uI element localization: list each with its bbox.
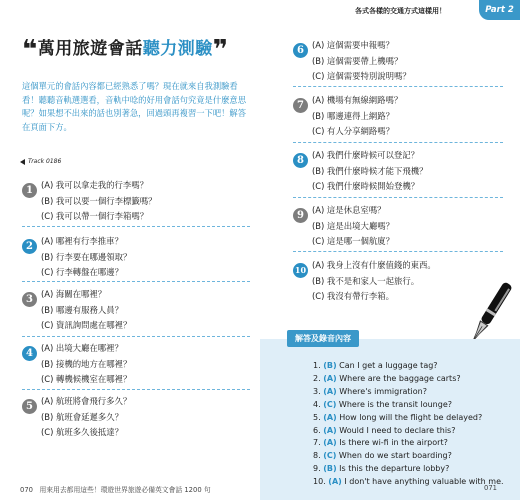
title-main: 萬用旅遊會話: [37, 39, 143, 59]
option-c[interactable]: (C) 我可以帶一個行李箱嗎？: [41, 211, 149, 222]
answer-item: 3. (A) Where's immigration?: [313, 386, 427, 396]
question-number-badge: 2: [22, 239, 37, 254]
option-b[interactable]: (B) 哪邊有服務人員？: [41, 304, 123, 315]
answer-label: 解答及錄音內容: [287, 330, 359, 347]
book-title: 用來用去都用這些！環遊世界旅遊必備英文會話 1200 句: [39, 486, 211, 494]
option-c[interactable]: (C) 資訊詢問處在哪裡？: [41, 320, 132, 331]
option-a[interactable]: (A) 這個需要申報嗎？: [312, 40, 394, 50]
option-c[interactable]: (C) 轉機候機室在哪裡？: [41, 374, 132, 385]
title-highlight: 聽力測驗: [142, 39, 213, 59]
option-c[interactable]: (C) 我沒有帶行李箱。: [312, 291, 395, 302]
question-number-badge: 6: [293, 43, 308, 58]
option-b[interactable]: (B) 哪邊連得上網路？: [312, 110, 394, 121]
close-quote-icon: ❞: [212, 35, 229, 65]
option-c[interactable]: (C) 有人分享網路嗎？: [312, 126, 395, 137]
answer-item: 6. (A) Would I need to declare this?: [313, 425, 456, 435]
option-a[interactable]: (A) 航班將會飛行多久？: [41, 396, 132, 406]
divider: [22, 336, 250, 337]
option-c[interactable]: (C) 這個需要特別說明嗎？: [312, 71, 411, 82]
open-quote-icon: ❝: [22, 35, 38, 65]
answer-item: 8. (C) When do we start boarding?: [313, 451, 452, 461]
part-tab: Part 2: [479, 0, 520, 20]
option-b[interactable]: (B) 這是出境大廳嗎？: [312, 220, 394, 231]
divider: [293, 251, 503, 252]
answer-item: 1. (B) Can I get a luggage tag?: [313, 361, 438, 370]
option-b[interactable]: (B) 我可以要一個行李標籤嗎？: [41, 195, 157, 206]
option-b[interactable]: (B) 航班會延遲多久？: [41, 411, 123, 422]
question-number-badge: 10: [293, 263, 308, 278]
question-number-badge: 4: [22, 346, 37, 361]
section-header-title: 各式各樣的交通方式這樣用！: [355, 7, 446, 15]
footer-left: [20, 484, 211, 494]
divider: [22, 281, 250, 282]
divider: [293, 86, 503, 87]
question-number-badge: 5: [22, 399, 37, 414]
answer-item: 4. (C) Where is the transit lounge?: [313, 399, 452, 409]
answer-item: 10. (A) I don't have anything valuable with me.: [313, 477, 504, 487]
option-b[interactable]: (B) 我們什麼時候才能下飛機？: [312, 165, 428, 176]
option-b[interactable]: (B) 接機的地方在哪裡？: [41, 358, 132, 369]
divider: [293, 197, 503, 198]
audio-track[interactable]: [20, 158, 61, 165]
page-number-left: 070: [20, 486, 33, 494]
option-c[interactable]: (C) 這是哪一個航廈？: [312, 236, 395, 247]
track-label: Track 0186: [28, 158, 62, 165]
divider: [293, 142, 503, 143]
option-b[interactable]: (B) 行李要在哪邊領取？: [41, 251, 132, 262]
option-a[interactable]: (A) 機場有無線網路嗎？: [312, 95, 403, 105]
answer-list: [313, 360, 504, 489]
divider: [22, 389, 250, 390]
option-a[interactable]: (A) 海關在哪裡？: [41, 289, 107, 299]
speaker-icon: [20, 159, 25, 165]
answer-item: 9. (B) Is this the departure lobby?: [313, 464, 450, 474]
page-title: [22, 34, 229, 63]
option-b[interactable]: (B) 我不是和家人一起旅行。: [312, 275, 420, 286]
option-b[interactable]: (B) 這個需要帶上機嗎？: [312, 55, 403, 66]
question-number-badge: 9: [293, 208, 308, 223]
question-number-badge: 7: [293, 98, 308, 113]
option-a[interactable]: (A) 哪裡有行李推車？: [41, 236, 123, 246]
option-c[interactable]: (C) 行李轉盤在哪邊？: [41, 267, 124, 278]
option-c[interactable]: (C) 航班多久後抵達？: [41, 427, 124, 438]
option-a[interactable]: (A) 我可以拿走我的行李嗎？: [41, 180, 149, 190]
option-a[interactable]: (A) 這是休息室嗎？: [312, 205, 386, 215]
divider: [22, 226, 250, 227]
question-number-badge: 1: [22, 183, 37, 198]
page-number-right: 071: [484, 484, 497, 492]
question-number-badge: 8: [293, 153, 308, 168]
option-a[interactable]: (A) 我們什麼時候可以登記？: [312, 150, 420, 160]
answer-item: 2. (A) Where are the baggage carts?: [313, 373, 461, 383]
answer-item: 7. (A) Is there wi-fi in the airport?: [313, 438, 448, 448]
question-number-badge: 3: [22, 292, 37, 307]
answer-item: 5. (A) How long will the flight be delayed?: [313, 412, 483, 422]
option-a[interactable]: (A) 出境大廳在哪裡？: [41, 343, 123, 353]
option-a[interactable]: (A) 我身上沒有什麼值錢的東西。: [312, 260, 436, 270]
option-c[interactable]: (C) 我們什麼時候開始登機？: [312, 181, 420, 192]
intro-paragraph: 這個單元的會話內容都已經熟悉了嗎？現在就來自我測驗看看！聽聽音軌選選看，音軌中唸的好用會話句究竟是什麼意思呢？如果想不出來的話也別著急，回過頭再複習一下吧！解答在頁面下方。: [22, 81, 247, 132]
